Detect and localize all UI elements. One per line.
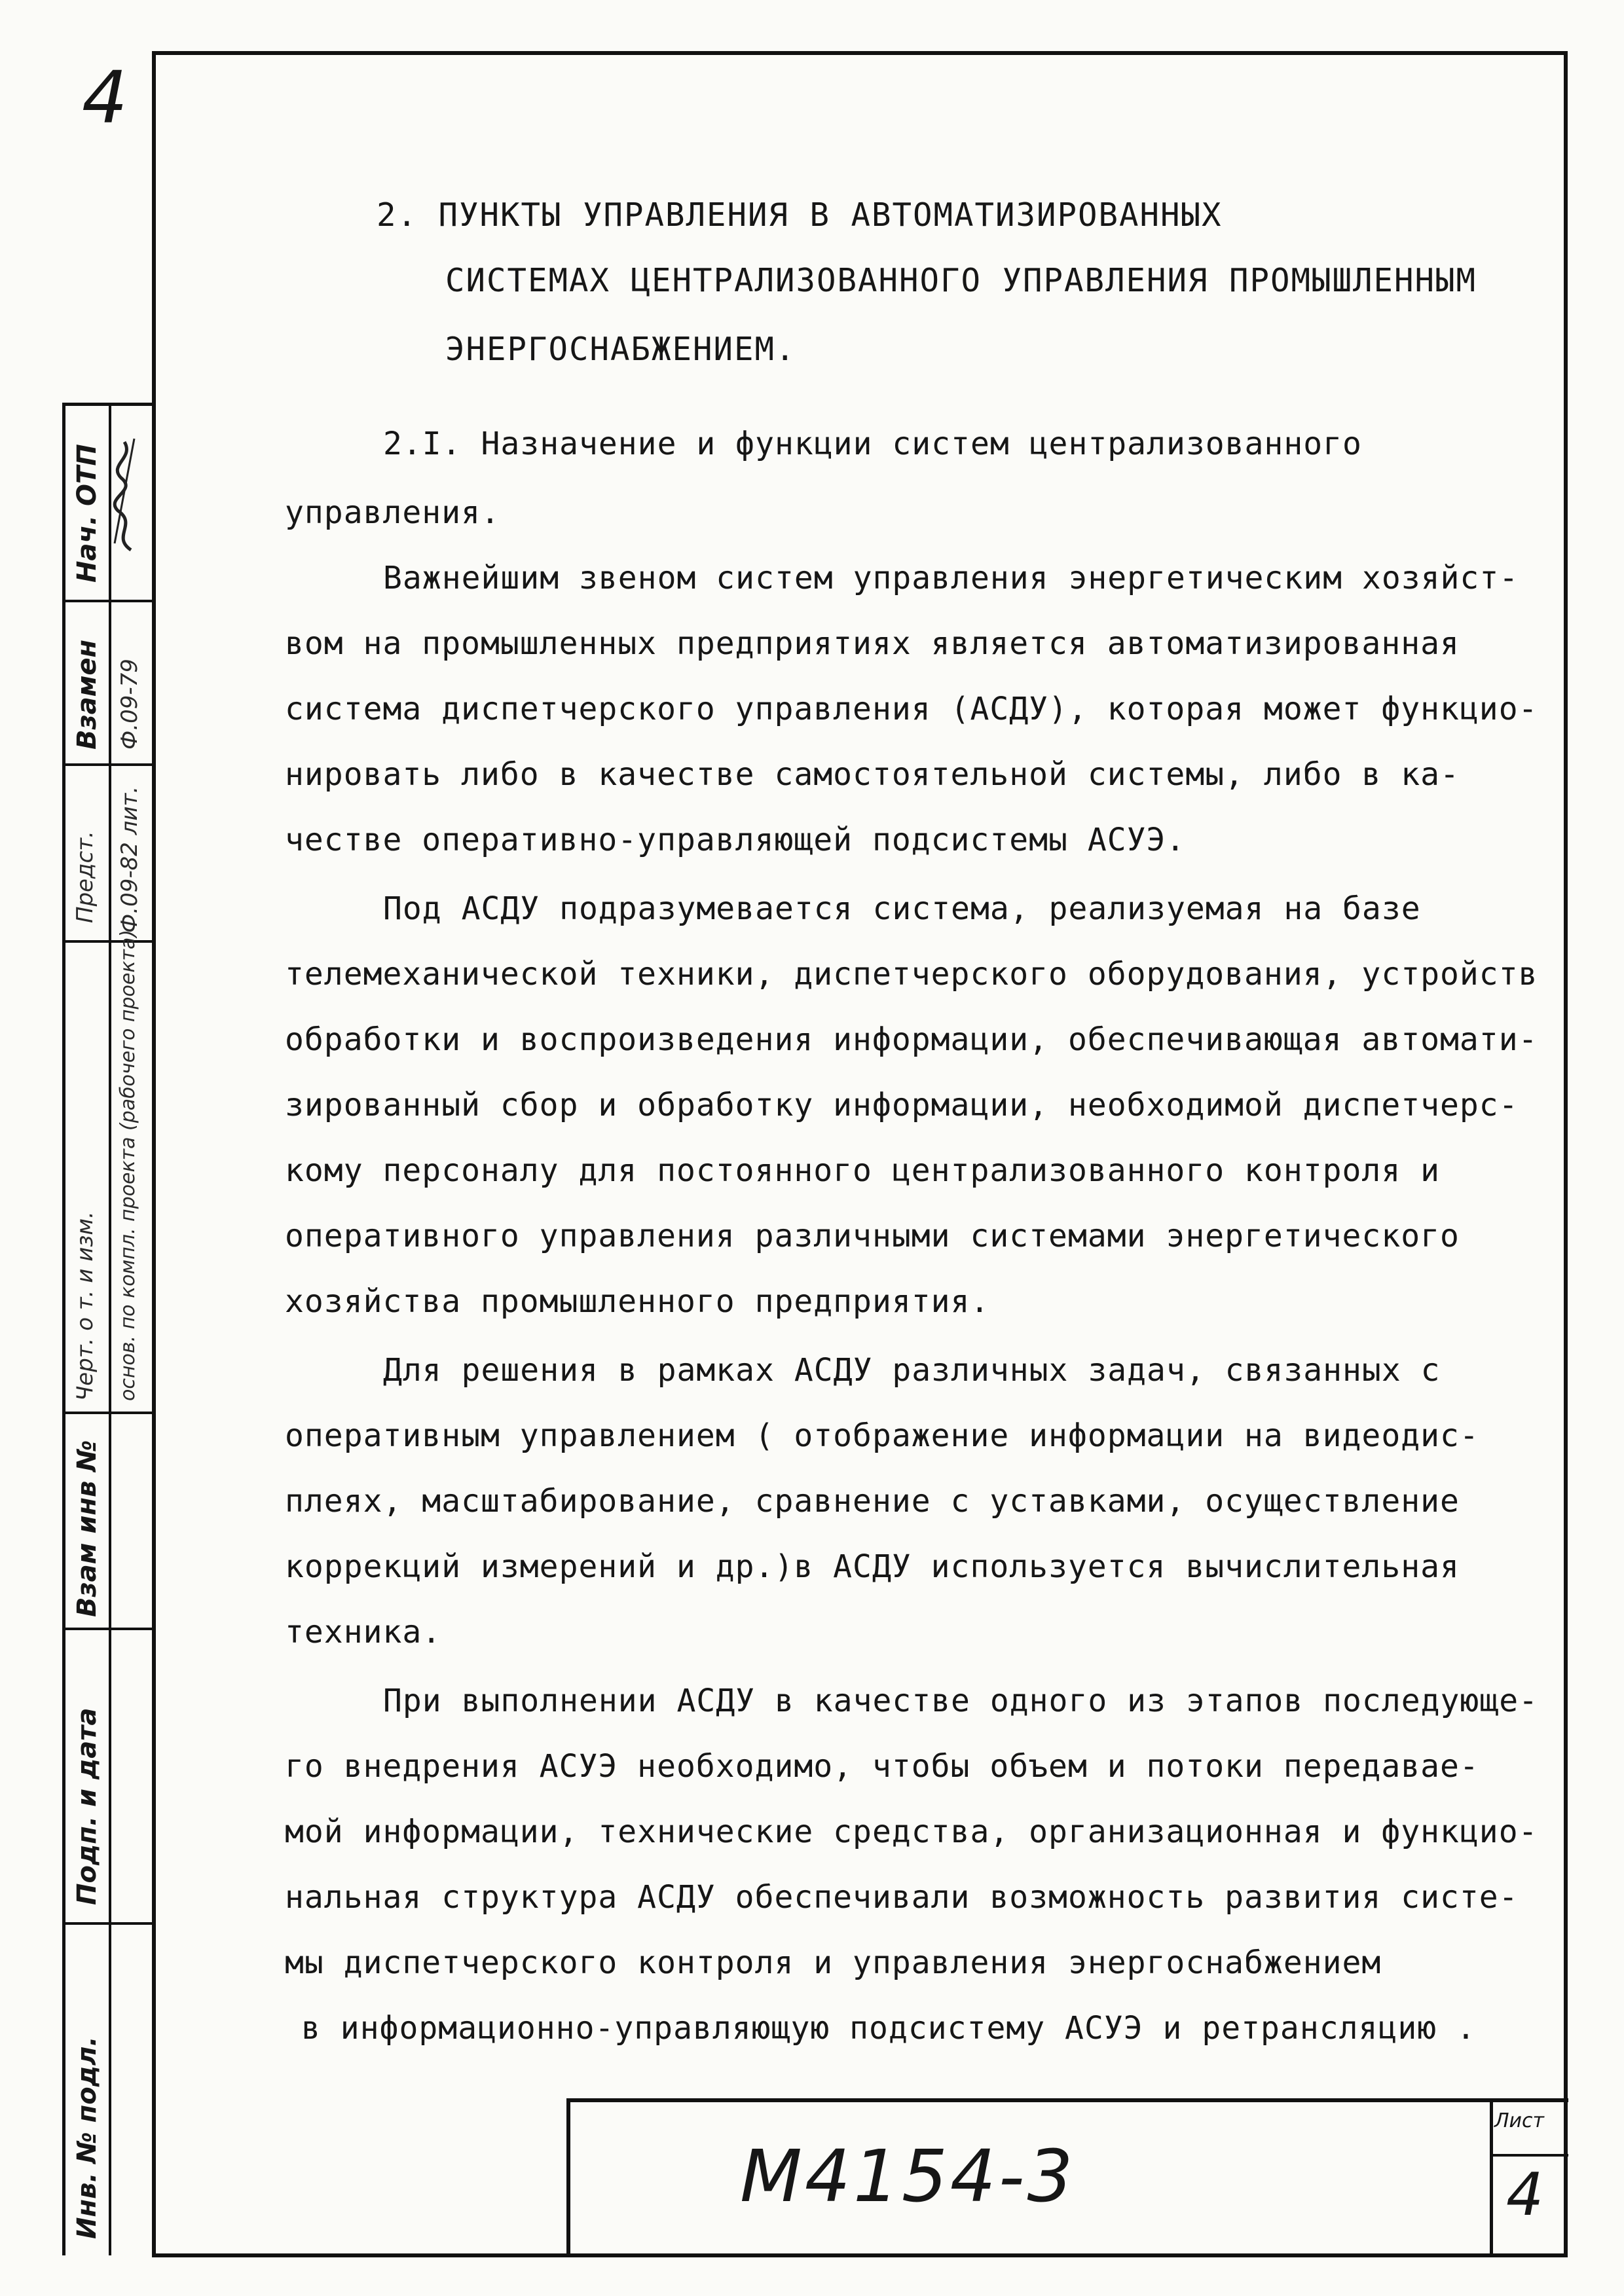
body-line-3: Важнейшим звеном систем управления энергетическим хозяйст- [383,560,1519,596]
side-label-predst: Предст. [72,831,98,923]
heading-line-1: 2. ПУНКТЫ УПРАВЛЕНИЯ В АВТОМАТИЗИРОВАННЫХ [377,196,1223,234]
document-code: М4154-3 [740,2134,1076,2218]
body-line-21: го внедрения АСУЭ необходимо, чтобы объем и потоки передавае- [285,1748,1479,1785]
body-line-13: оперативного управления различными системами энергетического [285,1218,1460,1254]
side-cell-inv-podl [65,1925,155,2259]
side-cell-chert [65,930,155,1414]
sheet-label: Лист [1494,2109,1545,2132]
body-line-11: зированный сбор и обработку информации, необходимой диспетчерс- [285,1087,1519,1123]
body-line-5: система диспетчерского управления (АСДУ), которая может функцио- [285,691,1538,727]
body-line-17: плеях, масштабирование, сравнение с уставками, осуществление [285,1483,1460,1520]
body-line-2: управления. [285,494,500,531]
body-line-18: коррекций измерений и др.)в АСДУ используется вычислительная [285,1548,1460,1585]
heading-line-2: СИСТЕМАХ ЦЕНТРАЛИЗОВАННОГО УПРАВЛЕНИЯ ПРОМЫШЛЕННЫМ [445,262,1477,299]
side-label-chert: Черт. о т. и изм. [72,1211,98,1401]
body-line-14: хозяйства промышленного предприятия. [285,1283,990,1320]
body-line-25: в информационно-управляющую подсистему АСУЭ и ретрансляцию . [301,2010,1476,2047]
sheet-number: 4 [1506,2160,1544,2229]
body-line-10: обработки и воспроизведения информации, обеспечивающая автомати- [285,1021,1538,1058]
side-hand-vzamen: Ф.09-79 [117,659,143,750]
side-label-podp-data: Подп. и дата [72,1707,102,1905]
corner-page-number: 4 [82,56,128,139]
body-line-9: телемеханической техники, диспетчерского оборудования, устройств [285,956,1538,993]
side-cell-vzamen [65,602,155,766]
body-line-15: Для решения в рамках АСДУ различных задач, связанных с [383,1352,1441,1389]
side-cell-predst [65,766,155,943]
side-cell-podp-data [65,1630,155,1925]
body-line-12: кому персоналу для постоянного централизованного контроля и [285,1152,1441,1189]
signature-scribble [105,432,144,556]
side-label-vzam-inv: Взам инв № [72,1440,102,1617]
body-line-20: При выполнении АСДУ в качестве одного из этапов последующе- [383,1683,1539,1719]
side-label-vzamen: Взамен [72,639,102,750]
body-line-19: техника. [285,1614,442,1650]
side-title-strip [62,403,152,2255]
side-hand-predst: Ф.09-82 лит. [117,786,143,933]
heading-line-3: ЭНЕРГОСНАБЖЕНИЕМ. [445,331,796,368]
side-label-nach-otp: Нач. ОТП [72,444,102,583]
body-line-8: Под АСДУ подразумевается система, реализуемая на базе [383,890,1421,927]
side-cell-vzam-inv [65,1414,155,1630]
body-line-6: нировать либо в качестве самостоятельной системы, либо в ка- [285,756,1460,793]
body-line-4: вом на промышленных предприятиях является автоматизированная [285,625,1460,662]
side-label-inv-podl: Инв. № подл. [72,2036,102,2239]
side-hand-chert: основ. по компл. проекта (рабочего проекта) [117,930,139,1401]
body-line-16: оперативным управлением ( отображение информации на видеодис- [285,1417,1479,1454]
body-line-1: 2.I. Назначение и функции систем централизованного [383,426,1362,462]
body-line-23: нальная структура АСДУ обеспечивали возможность развития систе- [285,1879,1519,1916]
body-line-7: честве оперативно-управляющей подсистемы АСУЭ. [285,822,1186,858]
sheet-cell-divider [1490,2154,1568,2157]
body-line-24: мы диспетчерского контроля и управления энергоснабжением [285,1944,1382,1981]
body-line-22: мой информации, технические средства, организационная и функцио- [285,1813,1538,1850]
